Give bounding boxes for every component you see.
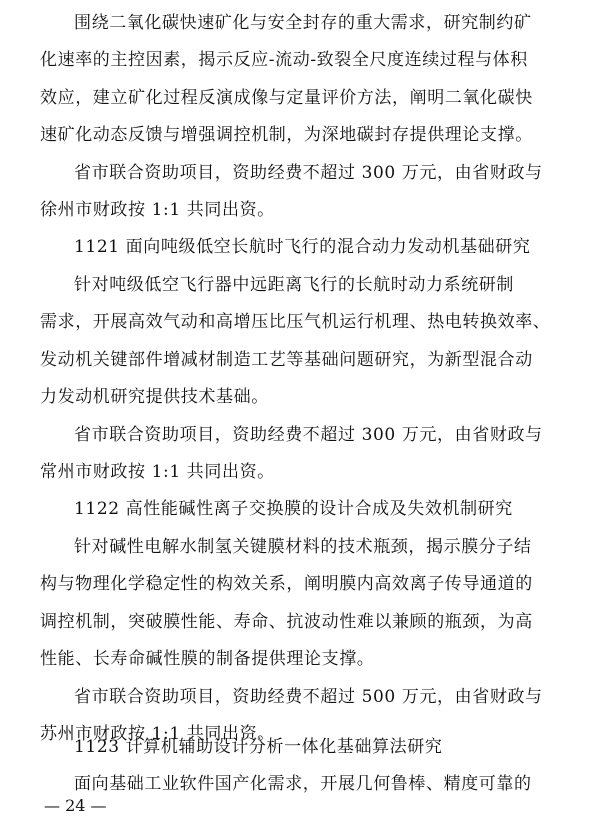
text-line: 速矿化动态反馈与增强调控机制，为深地碳封存提供理论支撑。 — [40, 125, 533, 145]
text-line: 针对碱性电解水制氢关键膜材料的技术瓶颈，揭示膜分子结 — [74, 537, 532, 557]
text-line: 力发动机研究提供技术基础。 — [40, 387, 269, 407]
text-line: 徐州市财政按 1:1 共同出资。 — [40, 200, 275, 220]
text-line: 需求，开展高效气动和高增压比压气机运行机理、热电转换效率、 — [40, 312, 551, 332]
text-line: 省市联合资助项目，资助经费不超过 300 万元，由省财政与 — [74, 163, 543, 183]
text-line: 围绕二氧化碳快速矿化与安全封存的重大需求，研究制约矿 — [74, 13, 532, 33]
section-heading: 1123 计算机辅助设计分析一体化基础算法研究 — [74, 737, 443, 757]
section-heading: 1121 面向吨级低空长航时飞行的混合动力发动机基础研究 — [74, 237, 531, 257]
section-heading: 1122 高性能碱性离子交换膜的设计合成及失效机制研究 — [74, 499, 513, 519]
text-line: 面向基础工业软件国产化需求，开展几何鲁棒、精度可靠的 — [74, 774, 532, 794]
text-line: 省市联合资助项目，资助经费不超过 500 万元，由省财政与 — [74, 687, 543, 707]
text-line: 发动机关键部件增减材制造工艺等基础问题研究，为新型混合动 — [40, 350, 533, 370]
text-line: 苏州市财政按 1:1 共同出资。 — [40, 724, 275, 744]
text-line: 性能、长寿命碱性膜的制备提供理论支撑。 — [40, 649, 375, 669]
text-line: 针对吨级低空飞行器中远距离飞行的长航时动力系统研制 — [74, 275, 514, 295]
text-line: 化速率的主控因素，揭示反应-流动-致裂全尺度连续过程与体积 — [40, 50, 528, 70]
text-line: 省市联合资助项目，资助经费不超过 300 万元，由省财政与 — [74, 425, 543, 445]
page-number: — 24 — — [44, 796, 107, 815]
text-line: 构与物理化学稳定性的构效关系，阐明膜内高效离子传导通道的 — [40, 574, 533, 594]
text-line: 效应，建立矿化过程反演成像与定量评价方法，阐明二氧化碳快 — [40, 88, 533, 108]
text-line: 常州市财政按 1:1 共同出资。 — [40, 462, 275, 482]
text-line: 调控机制，突破膜性能、寿命、抗波动性难以兼顾的瓶颈，为高 — [40, 612, 533, 632]
